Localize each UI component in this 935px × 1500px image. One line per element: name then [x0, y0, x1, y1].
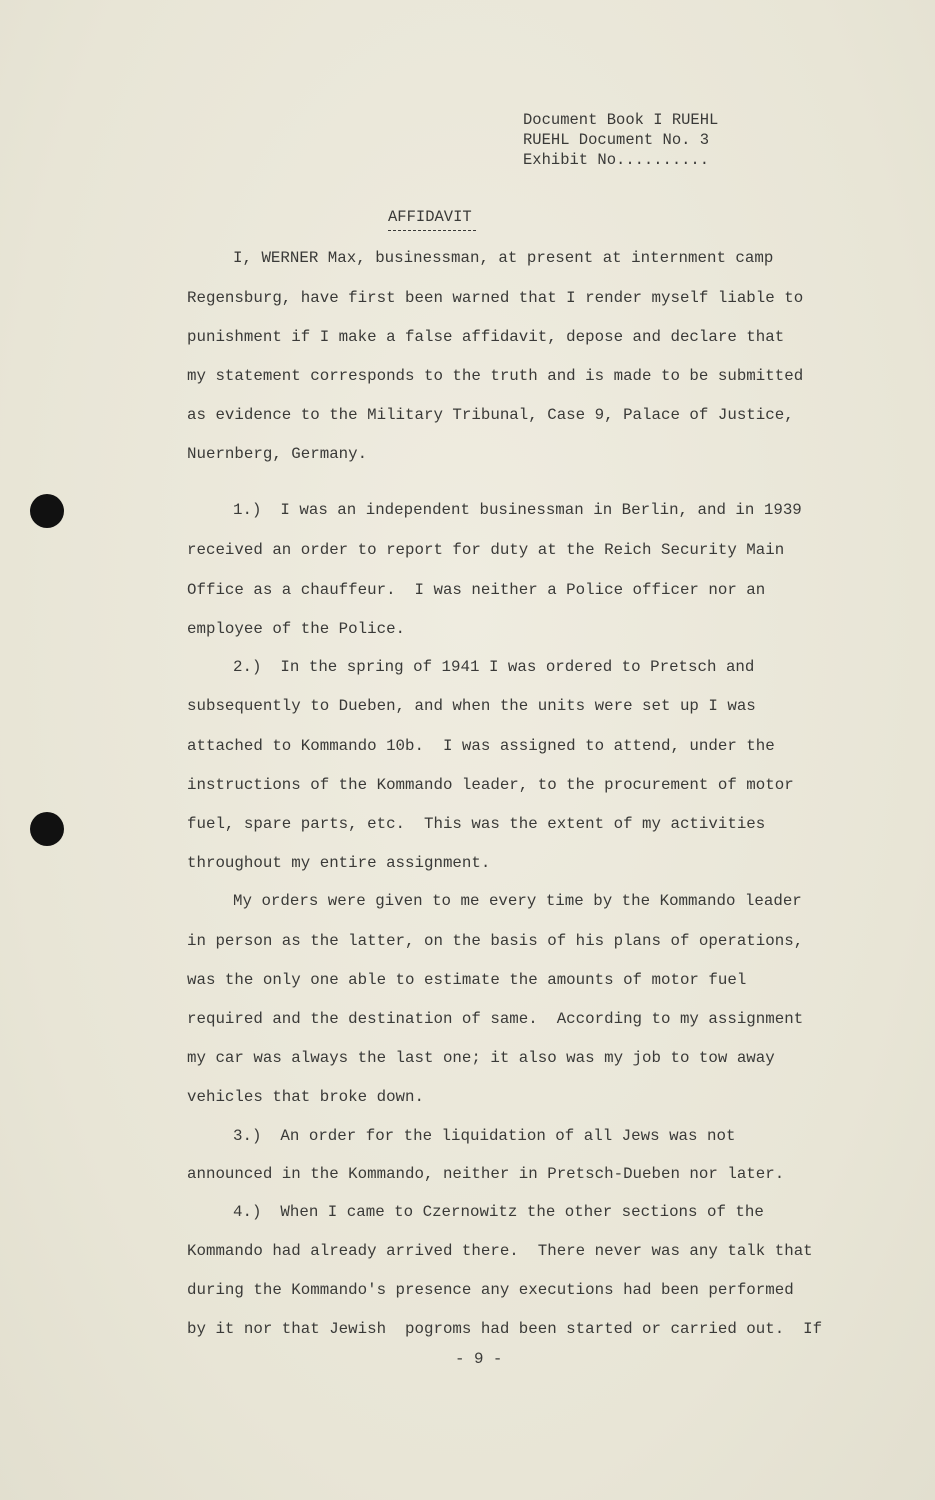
- paragraph-first-line: 1.) I was an independent businessman in Berlin, and in 1939: [233, 501, 802, 519]
- paragraph-line: employee of the Police.: [187, 620, 406, 638]
- paragraph-line: instructions of the Kommando leader, to the procurement of motor: [187, 776, 794, 794]
- paragraph-line: Regensburg, have first been warned that I render myself liable to: [187, 289, 804, 307]
- paragraph-line: required and the destination of same. According to my assignment: [187, 1010, 804, 1028]
- paragraph-line: Office as a chauffeur. I was neither a Police officer nor an: [187, 581, 766, 599]
- paragraph-line: subsequently to Dueben, and when the units were set up I was: [187, 697, 756, 715]
- paragraph-line: received an order to report for duty at the Reich Security Main: [187, 541, 785, 559]
- page-number: - 9 -: [455, 1350, 503, 1368]
- paragraph-line: throughout my entire assignment.: [187, 854, 491, 872]
- paragraph-line: as evidence to the Military Tribunal, Case 9, Palace of Justice,: [187, 406, 794, 424]
- paragraph-first-line: My orders were given to me every time by the Kommando leader: [233, 892, 802, 910]
- paragraph-line: attached to Kommando 10b. I was assigned to attend, under the: [187, 737, 775, 755]
- paragraph-line: Kommando had already arrived there. There never was any talk that: [187, 1242, 813, 1260]
- document-title: AFFIDAVIT: [388, 208, 472, 226]
- paragraph-line: fuel, spare parts, etc. This was the extent of my activities: [187, 815, 766, 833]
- paragraph-first-line: 4.) When I came to Czernowitz the other sections of the: [233, 1203, 764, 1221]
- punch-hole: [30, 494, 64, 528]
- header-document-number: RUEHL Document No. 3: [523, 131, 710, 149]
- paragraph-line: my statement corresponds to the truth and is made to be submitted: [187, 367, 804, 385]
- paragraph-first-line: 3.) An order for the liquidation of all Jews was not: [233, 1127, 736, 1145]
- paragraph-line: was the only one able to estimate the amounts of motor fuel: [187, 971, 747, 989]
- paragraph-line: punishment if I make a false affidavit, depose and declare that: [187, 328, 785, 346]
- paragraph-line: during the Kommando's presence any executions had been performed: [187, 1281, 794, 1299]
- header-exhibit-number: Exhibit No..........: [523, 151, 710, 169]
- paragraph-line: announced in the Kommando, neither in Pretsch-Dueben nor later.: [187, 1165, 785, 1183]
- paragraph-line: Nuernberg, Germany.: [187, 445, 368, 463]
- title-underline: [388, 230, 476, 231]
- punch-hole: [30, 812, 64, 846]
- header-document-book: Document Book I RUEHL: [523, 111, 719, 129]
- paragraph-first-line: 2.) In the spring of 1941 I was ordered to Pretsch and: [233, 658, 755, 676]
- paragraph-line: in person as the latter, on the basis of his plans of operations,: [187, 932, 804, 950]
- paragraph-line: by it nor that Jewish pogroms had been started or carried out. If: [187, 1320, 823, 1338]
- paragraph-first-line: I, WERNER Max, businessman, at present at internment camp: [233, 249, 774, 267]
- paragraph-line: my car was always the last one; it also was my job to tow away: [187, 1049, 775, 1067]
- paragraph-line: vehicles that broke down.: [187, 1088, 424, 1106]
